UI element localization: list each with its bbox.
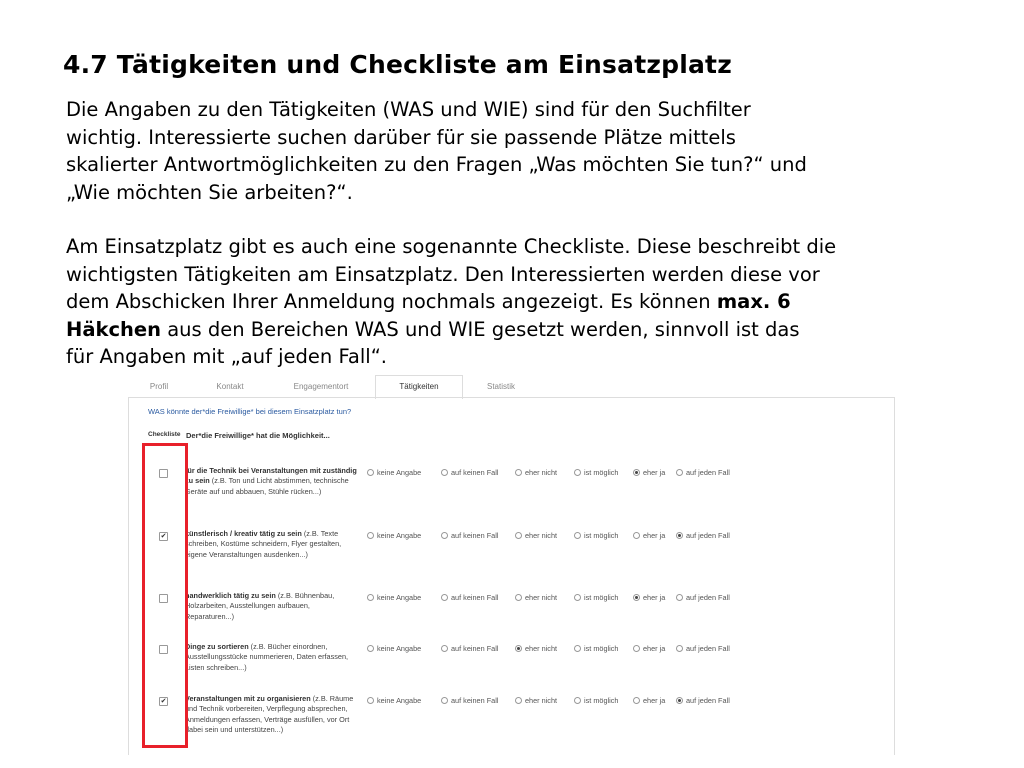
rating-option-label: eher nicht [525, 593, 558, 602]
rating-option[interactable] [441, 468, 498, 477]
radio-button[interactable] [367, 469, 374, 476]
rating-option[interactable] [676, 696, 730, 705]
rating-option-label: eher ja [643, 644, 666, 653]
text-segment: aus den Bereichen WAS und WIE gesetzt werden, sinnvoll ist das [161, 317, 800, 341]
tab-statistik[interactable]: Statistik [486, 382, 515, 391]
activity-column-header: Der*die Freiwillige* hat die Möglichkeit... [186, 431, 330, 440]
radio-button[interactable] [574, 532, 581, 539]
rating-option-label: eher ja [643, 593, 666, 602]
activity-label: Veranstaltungen mit zu organisieren (z.B. Räume und Technik vorbereiten, Verpflegung absprechen, Anmeldungen erfassen, Verträge ausfüllen, vor Ort dabei sein und unterstützen...) [185, 694, 354, 735]
radio-button[interactable] [515, 697, 522, 704]
text-line: Am Einsatzplatz gibt es auch eine sogenannte Checkliste. Diese beschreibt die [66, 235, 837, 258]
rating-option[interactable] [676, 531, 730, 540]
rating-option-label: auf jeden Fall [686, 696, 730, 705]
radio-button[interactable] [367, 645, 374, 652]
rating-option-label: auf keinen Fall [451, 593, 499, 602]
radio-button[interactable] [633, 645, 640, 652]
rating-option[interactable] [367, 531, 421, 540]
text-segment: dem Abschicken Ihrer Anmeldung nochmals angezeigt. Es können [66, 290, 717, 313]
rating-option-label: keine Angabe [377, 531, 422, 540]
rating-option-label: eher ja [643, 531, 666, 540]
radio-button[interactable] [441, 645, 448, 652]
rating-option-label: auf jeden Fall [686, 531, 730, 540]
radio-button[interactable] [633, 532, 640, 539]
activity-row [128, 642, 896, 702]
rating-option-label: keine Angabe [377, 696, 422, 705]
checklist-column-header: Checkliste [148, 431, 181, 438]
section-question: WAS könnte der*die Freiwillige* bei diesem Einsatzplatz tun? [148, 407, 352, 416]
tab-taetigkeiten[interactable]: Tätigkeiten [375, 375, 463, 399]
embedded-form-screenshot [128, 376, 896, 754]
checklist-checkbox[interactable]: ✔ [160, 698, 167, 705]
tab-engagementort[interactable]: Engagementort [293, 382, 349, 391]
radio-button[interactable] [367, 697, 374, 704]
rating-option[interactable] [676, 593, 730, 602]
rating-option[interactable] [441, 531, 498, 540]
rating-option[interactable] [515, 696, 557, 705]
text-line: skalierter Antwortmöglichkeiten zu den Fragen „Was möchten Sie tun?“ und [66, 153, 807, 176]
rating-option[interactable] [676, 468, 730, 477]
rating-option[interactable] [676, 644, 730, 653]
intro-paragraph [66, 96, 807, 206]
rating-option[interactable] [633, 531, 665, 540]
radio-button[interactable] [574, 697, 581, 704]
rating-option[interactable] [367, 696, 421, 705]
rating-option[interactable] [633, 593, 665, 602]
rating-option-label: auf jeden Fall [686, 468, 730, 477]
rating-option[interactable] [441, 644, 498, 653]
rating-option[interactable] [367, 644, 421, 653]
radio-button[interactable] [676, 594, 683, 601]
radio-button[interactable] [515, 645, 522, 652]
rating-option[interactable] [515, 644, 557, 653]
bold-segment: max. 6 [716, 290, 791, 313]
radio-button[interactable] [441, 532, 448, 539]
activity-row [128, 694, 896, 754]
rating-option[interactable] [515, 531, 557, 540]
rating-option[interactable] [633, 696, 665, 705]
radio-button[interactable] [574, 645, 581, 652]
rating-option-label: eher ja [643, 696, 666, 705]
radio-button[interactable] [633, 697, 640, 704]
rating-option-label: auf keinen Fall [451, 644, 499, 653]
rating-option[interactable] [574, 593, 618, 602]
rating-option[interactable] [515, 468, 557, 477]
radio-button[interactable] [441, 469, 448, 476]
radio-button[interactable] [367, 594, 374, 601]
rating-option-label: ist möglich [584, 531, 619, 540]
rating-option[interactable] [633, 644, 665, 653]
rating-option[interactable] [367, 468, 421, 477]
radio-button[interactable] [441, 697, 448, 704]
rating-option[interactable] [574, 468, 618, 477]
rating-option-label: auf keinen Fall [451, 531, 499, 540]
text-line: „Wie möchten Sie arbeiten?“. [66, 180, 353, 204]
text-line: für Angaben mit „auf jeden Fall“. [66, 345, 387, 368]
radio-button[interactable] [441, 594, 448, 601]
rating-option-label: eher nicht [525, 531, 558, 540]
tab-profil[interactable]: Profil [149, 382, 169, 391]
checklist-checkbox[interactable]: ✔ [160, 533, 167, 540]
slide-title: 4.7 Tätigkeiten und Checkliste am Einsatzplatz [63, 50, 732, 79]
rating-option-label: auf jeden Fall [686, 593, 730, 602]
rating-option-label: eher nicht [525, 696, 558, 705]
checklist-paragraph [66, 233, 836, 371]
activity-label: für die Technik bei Veranstaltungen mit zuständig zu sein (z.B. Ton und Licht abstimmen, technische Geräte auf und abbauen, Stühle rücken...) [185, 466, 357, 496]
rating-option-label: ist möglich [584, 644, 619, 653]
text-line [66, 316, 836, 344]
tab-kontakt[interactable]: Kontakt [216, 382, 244, 391]
radio-button[interactable] [367, 532, 374, 539]
rating-option-label: ist möglich [584, 468, 619, 477]
text-line: Die Angaben zu den Tätigkeiten (WAS und WIE) sind für den Suchfilter [66, 98, 751, 121]
rating-option-label: auf keinen Fall [451, 468, 499, 477]
rating-option[interactable] [441, 696, 498, 705]
activity-label: handwerklich tätig zu sein (z.B. Bühnenbau, Holzarbeiten, Ausstellungen aufbauen, Reparaturen...) [185, 591, 335, 621]
rating-option[interactable] [515, 593, 557, 602]
radio-button[interactable] [574, 594, 581, 601]
radio-button[interactable] [676, 645, 683, 652]
radio-button[interactable] [515, 532, 522, 539]
radio-button[interactable] [676, 469, 683, 476]
rating-option[interactable] [574, 696, 618, 705]
activity-label: Dinge zu sortieren (z.B. Bücher einordnen, Ausstellungsstücke nummerieren, Daten erfassen, Listen schreiben...) [185, 642, 349, 672]
checklist-highlight-frame [142, 443, 188, 748]
rating-option[interactable] [367, 593, 421, 602]
rating-option-label: keine Angabe [377, 468, 422, 477]
rating-option[interactable] [633, 468, 665, 477]
radio-button[interactable] [633, 594, 640, 601]
text-line [66, 288, 836, 316]
rating-option-label: eher ja [643, 468, 666, 477]
activity-row [128, 466, 896, 526]
bold-segment: Häkchen [66, 317, 161, 341]
tab-bar [128, 376, 896, 398]
rating-option-label: eher nicht [525, 644, 558, 653]
rating-option[interactable] [574, 531, 618, 540]
rating-option[interactable] [574, 644, 618, 653]
radio-button[interactable] [676, 532, 683, 539]
radio-button[interactable] [515, 469, 522, 476]
rating-option-label: keine Angabe [377, 644, 422, 653]
rating-option-label: ist möglich [584, 593, 619, 602]
text-line: wichtig. Interessierte suchen darüber für sie passende Plätze mittels [66, 125, 736, 149]
rating-option-label: auf keinen Fall [451, 696, 499, 705]
radio-button[interactable] [676, 697, 683, 704]
text-line: wichtigsten Tätigkeiten am Einsatzplatz. Den Interessierten werden diese vor [66, 262, 820, 286]
rating-option[interactable] [441, 593, 498, 602]
rating-option-label: eher nicht [525, 468, 558, 477]
radio-button[interactable] [515, 594, 522, 601]
rating-option-label: auf jeden Fall [686, 644, 730, 653]
rating-option-label: keine Angabe [377, 593, 422, 602]
radio-button[interactable] [574, 469, 581, 476]
rating-option-label: ist möglich [584, 696, 619, 705]
activity-label: künstlerisch / kreativ tätig zu sein (z.B. Texte schreiben, Kostüme schneidern, Flyer gestalten, eigene Veranstaltungen ausdenken...) [185, 529, 342, 559]
activity-row [128, 529, 896, 589]
radio-button[interactable] [633, 469, 640, 476]
